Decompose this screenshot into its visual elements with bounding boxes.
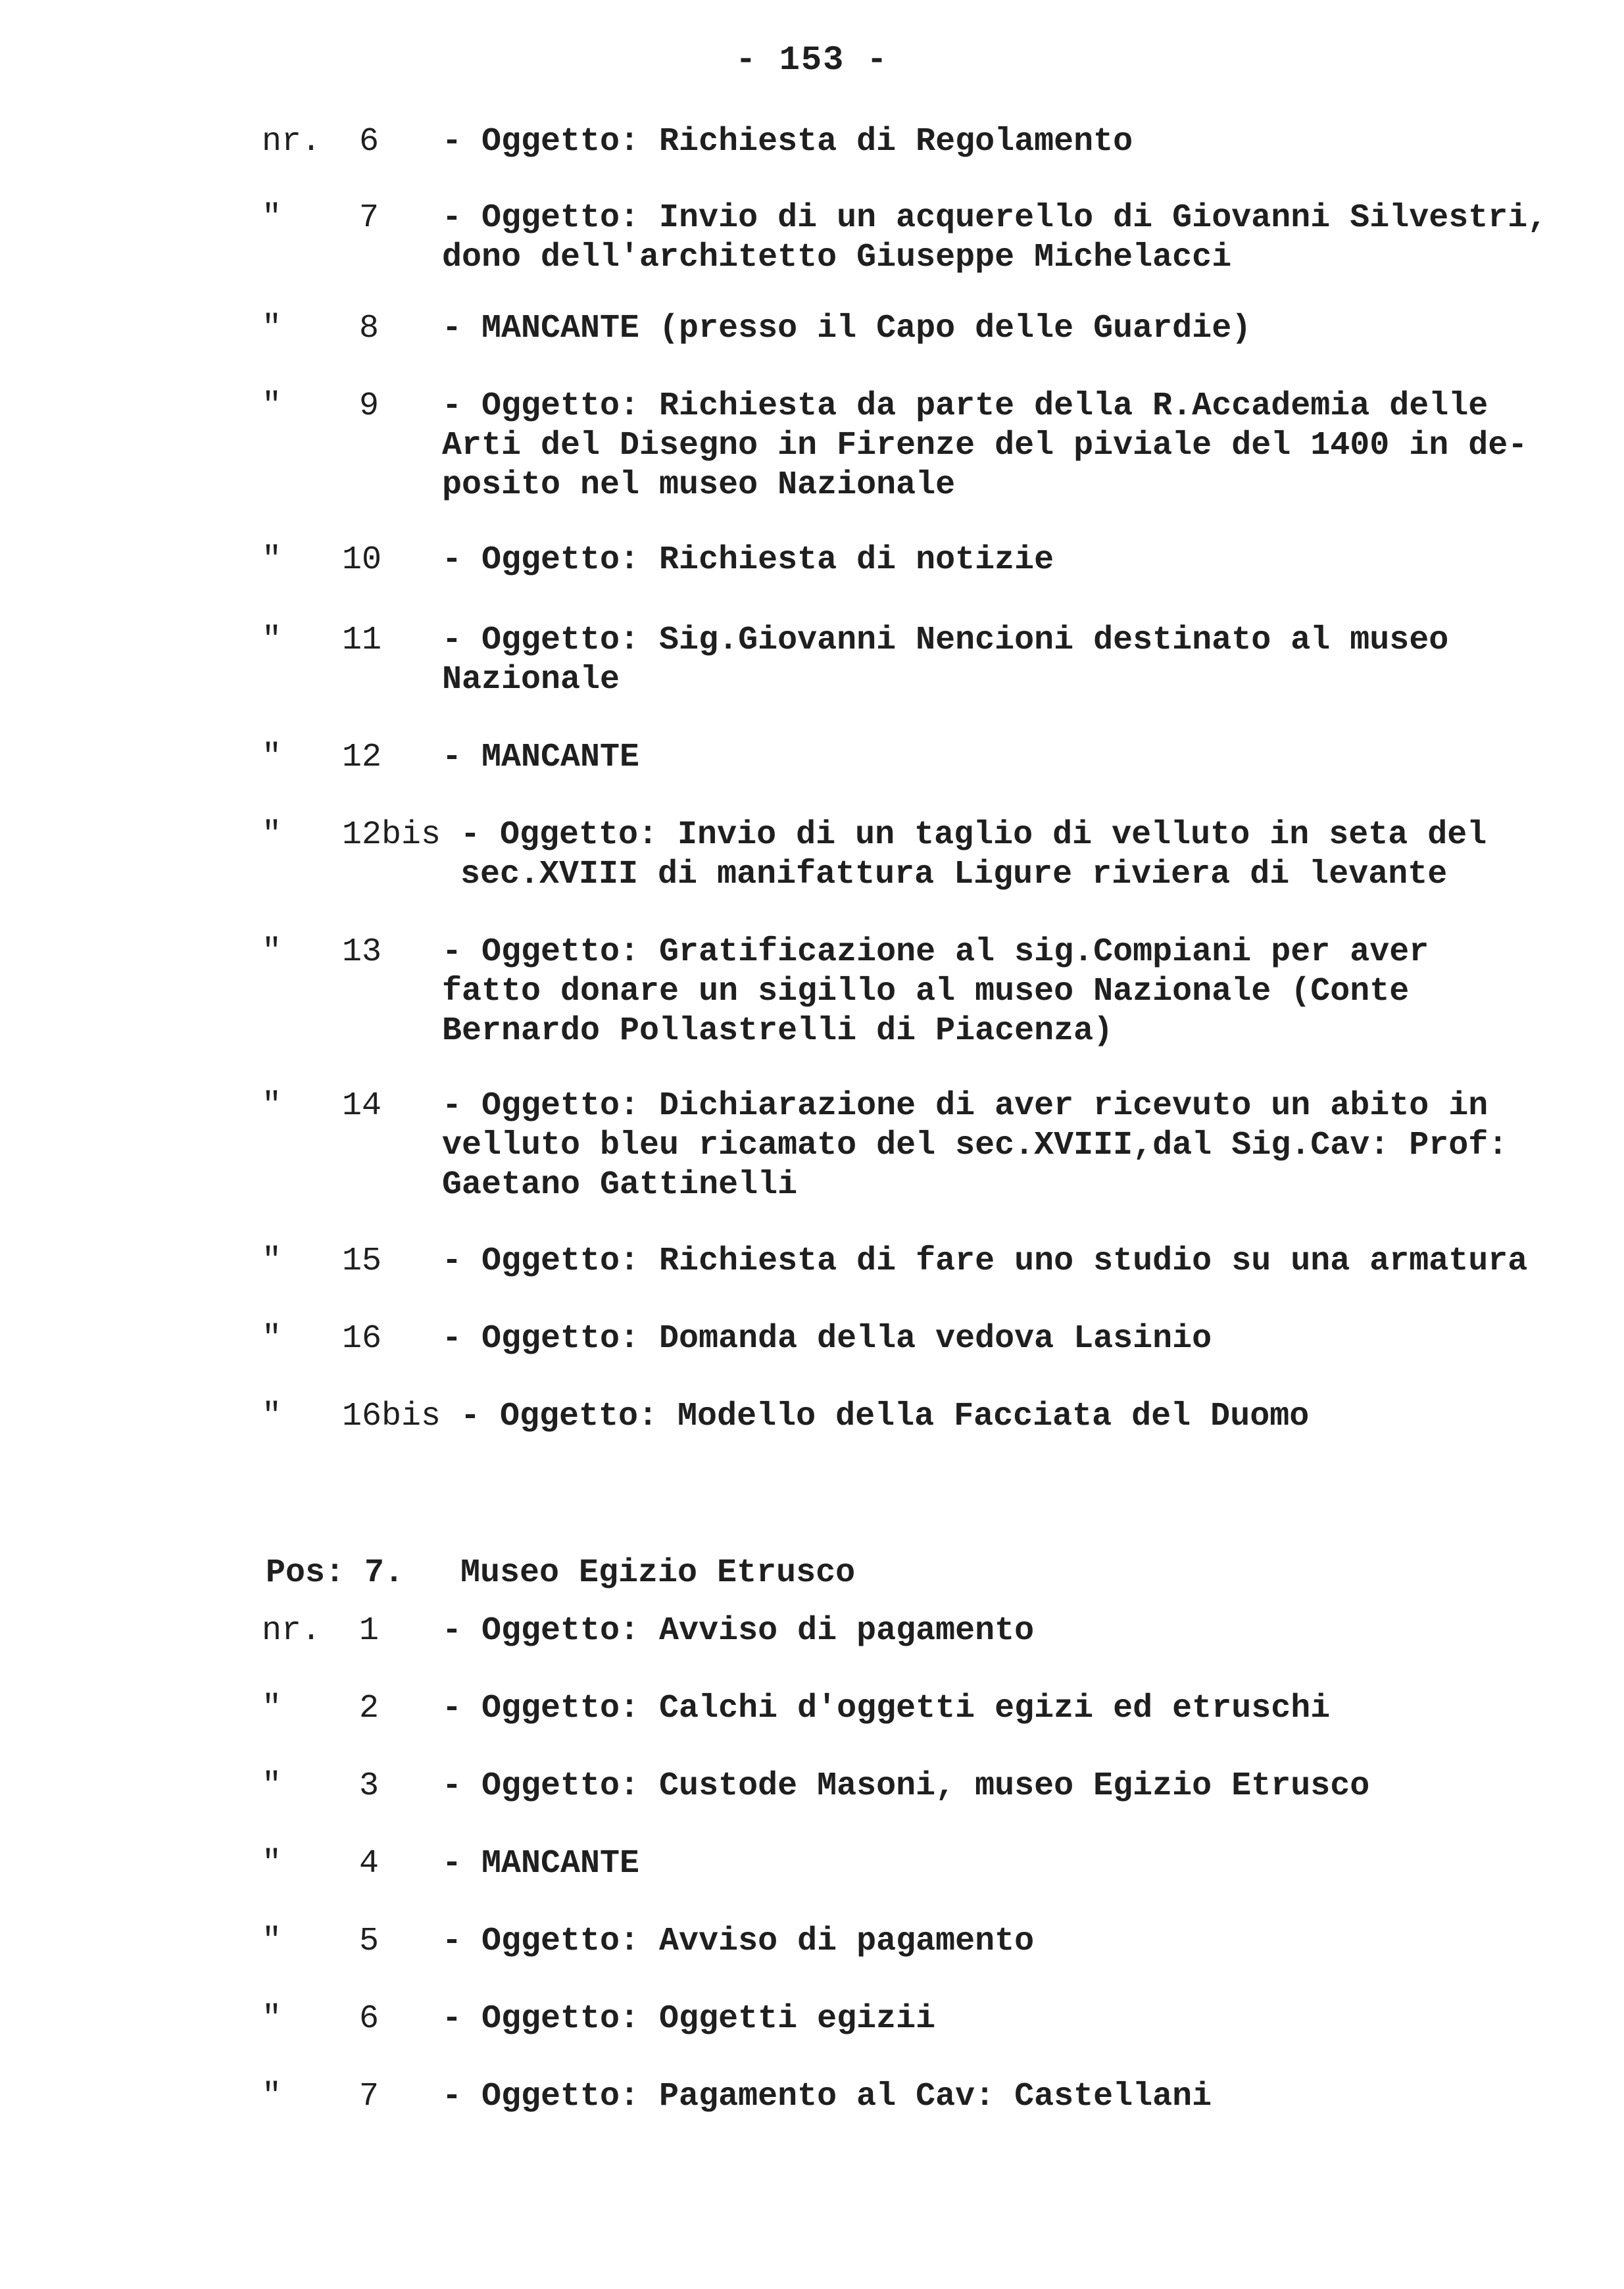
entry-number: 5 (359, 1923, 380, 1960)
entry-prefix: " (262, 199, 282, 237)
entry-number: 14 (342, 1087, 382, 1125)
entry-line: - Oggetto: Gratificazione al sig.Compiani per aver (442, 933, 1429, 971)
entry-line: Gaetano Gattinelli (442, 1166, 798, 1204)
entry-number: 15 (342, 1243, 382, 1280)
entry-line: Bernardo Pollastrelli di Piacenza) (442, 1012, 1114, 1050)
entry-prefix: " (262, 816, 282, 854)
page-number: - 153 - (735, 41, 889, 80)
entry-line: - Oggetto: Sig.Giovanni Nencioni destinato al museo (442, 622, 1449, 659)
entry-prefix: " (262, 1767, 282, 1805)
entry-line: - Oggetto: Invio di un acquerello di Giovanni Silvestri, (442, 199, 1548, 237)
entry-line: - Oggetto: Calchi d'oggetti egizi ed etruschi (442, 1690, 1331, 1727)
entry-number: 8 (359, 310, 380, 347)
entry-number: 16bis (342, 1398, 441, 1435)
entry-prefix: " (262, 622, 282, 659)
entry-line: - Oggetto: Invio di un taglio di velluto in seta del (460, 816, 1487, 854)
entry-text (460, 1397, 1309, 1437)
entry-line: - Oggetto: Richiesta di fare uno studio su una armatura (442, 1243, 1528, 1280)
section-label (266, 1554, 404, 1593)
entry-prefix: " (262, 387, 282, 425)
entry-line: - MANCANTE (442, 1845, 640, 1883)
entry-prefix: " (262, 933, 282, 971)
entry-prefix: " (262, 1320, 282, 1358)
entry-prefix: " (262, 1923, 282, 1960)
entry-prefix: nr. (262, 123, 322, 160)
entry-number: 9 (359, 387, 380, 425)
entry-text (442, 621, 1448, 700)
entry-text (442, 1087, 1508, 1205)
entry-text (442, 1689, 1330, 1729)
entry-prefix: " (262, 2078, 282, 2115)
entry-line: Nazionale (442, 661, 620, 699)
section-pos: Pos: 7. (266, 1554, 405, 1592)
entry-line: Arti del Disegno in Firenze del piviale del 1400 in de- (442, 427, 1528, 464)
entry-text (442, 122, 1133, 162)
entry-prefix: " (262, 1845, 282, 1883)
entry-number: 2 (359, 1690, 380, 1727)
entry-line: - Oggetto: Richiesta da parte della R.Accademia delle (442, 387, 1489, 425)
entry-number: 11 (342, 622, 382, 659)
entry-line: velluto bleu ricamato del sec.XVIII,dal Sig.Cav: Prof: (442, 1127, 1508, 1164)
entry-prefix: " (262, 1243, 282, 1280)
entry-text (442, 1242, 1527, 1281)
entry-line: - Oggetto: Avviso di pagamento (442, 1923, 1035, 1960)
entry-number: 12bis (342, 816, 441, 854)
entry-text (442, 541, 1054, 580)
entry-text (442, 738, 639, 777)
entry-line: fatto donare un sigillo al museo Nazionale (Conte (442, 973, 1410, 1010)
entry-text (442, 387, 1527, 505)
entry-prefix: " (262, 1087, 282, 1125)
entry-text (442, 1767, 1369, 1806)
entry-prefix: " (262, 739, 282, 776)
entry-text (442, 199, 1547, 278)
entry-line: - Oggetto: Dichiarazione di aver ricevuto un abito in (442, 1087, 1489, 1125)
entry-number: 16 (342, 1320, 382, 1358)
entry-line: - Oggetto: Domanda della vedova Lasinio (442, 1320, 1212, 1358)
entry-text (442, 1922, 1034, 1961)
entry-prefix: " (262, 541, 282, 579)
entry-prefix: " (262, 1398, 282, 1435)
entry-text (442, 2077, 1212, 2117)
entry-line: - Oggetto: Richiesta di notizie (442, 541, 1054, 579)
section-title: Museo Egizio Etrusco (460, 1554, 856, 1592)
entry-number: 10 (342, 541, 382, 579)
entry-line: - Oggetto: Oggetti egizii (442, 2000, 936, 2038)
entry-text (442, 2000, 935, 2039)
entry-number: 7 (359, 2078, 380, 2115)
entry-number: 6 (359, 2000, 380, 2038)
entry-text (442, 1319, 1212, 1359)
entry-line: - MANCANTE (presso il Capo delle Guardie) (442, 310, 1252, 347)
entry-line: - Oggetto: Richiesta di Regolamento (442, 123, 1133, 160)
entry-line: - MANCANTE (442, 739, 640, 776)
entry-number: 13 (342, 933, 382, 971)
entry-line: posito nel museo Nazionale (442, 466, 956, 504)
entry-prefix: nr. (262, 1612, 322, 1650)
entry-text (442, 933, 1429, 1051)
entry-prefix: " (262, 1690, 282, 1727)
entry-line: - Oggetto: Modello della Facciata del Duomo (460, 1398, 1310, 1435)
entry-number: 12 (342, 739, 382, 776)
entry-number: 6 (359, 123, 380, 160)
entry-number: 4 (359, 1845, 380, 1883)
entry-text (442, 309, 1251, 349)
entry-line: dono dell'architetto Giuseppe Michelacci (442, 239, 1232, 276)
entry-number: 7 (359, 199, 380, 237)
entry-prefix: " (262, 2000, 282, 2038)
entry-text (442, 1612, 1034, 1651)
entry-line: - Oggetto: Avviso di pagamento (442, 1612, 1035, 1650)
entry-text (460, 816, 1487, 895)
entry-number: 3 (359, 1767, 380, 1805)
entry-number: 1 (359, 1612, 380, 1650)
entry-prefix: " (262, 310, 282, 347)
entry-line: - Oggetto: Custode Masoni, museo Egizio Etrusco (442, 1767, 1370, 1805)
entry-line: sec.XVIII di manifattura Ligure riviera di levante (460, 856, 1448, 893)
entry-text (442, 1844, 639, 1884)
entry-line: - Oggetto: Pagamento al Cav: Castellani (442, 2078, 1212, 2115)
